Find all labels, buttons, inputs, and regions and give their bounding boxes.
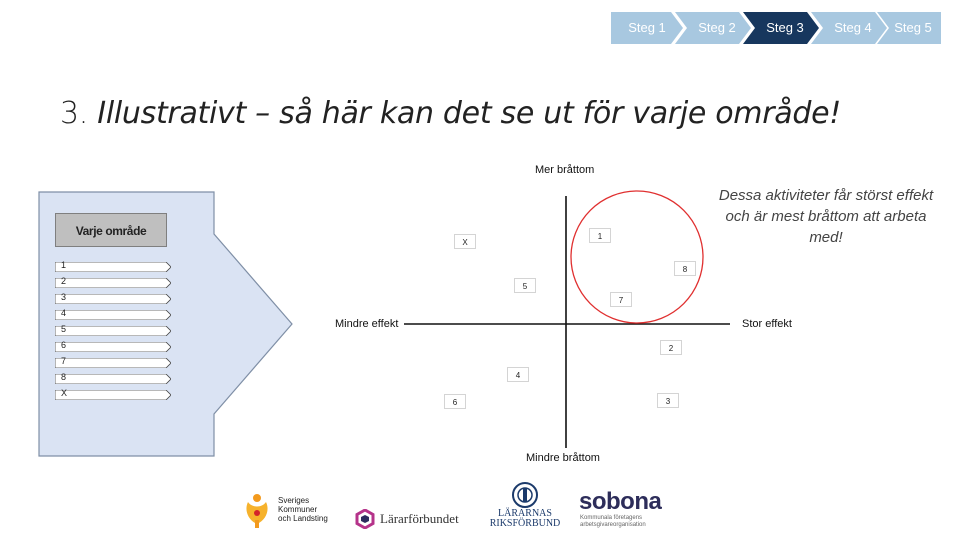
step-2-label: Steg 2: [698, 20, 736, 35]
step-5[interactable]: [877, 12, 941, 44]
lararforbundet-text: Lärarförbundet: [380, 511, 459, 526]
sobona-name: sobona: [579, 488, 662, 515]
axis-label-left: Mindre effekt: [335, 318, 399, 330]
step-3[interactable]: [743, 12, 819, 44]
skl-logo: [242, 490, 342, 530]
area-row-label: 5: [61, 324, 67, 334]
area-row-label: 3: [61, 292, 67, 302]
lararforbundet-icon: [355, 509, 375, 529]
skl-logo-line: Sveriges: [278, 496, 310, 505]
axis-label-right: Stor effekt: [742, 318, 792, 330]
skl-logo-line: Kommuner: [278, 505, 318, 514]
title-text: Illustrativt – så här kan det se ut för varje område!: [97, 96, 841, 131]
step-1[interactable]: [611, 12, 683, 44]
highlight-circle: [571, 191, 703, 323]
step-3-label: Steg 3: [766, 20, 804, 35]
sobona-logo: [579, 488, 679, 532]
step-1-label: Steg 1: [628, 20, 666, 35]
lararnas-riksforbund-logo: [488, 482, 562, 532]
step-navigation: [611, 12, 941, 44]
area-title-box: Varje område: [55, 213, 167, 247]
matrix-marker: 6: [444, 394, 466, 409]
lararnas-line: LÄRARNAS: [498, 508, 552, 519]
matrix-marker: 2: [660, 340, 682, 355]
lararnas-line: RIKSFÖRBUND: [489, 518, 561, 529]
matrix-marker: X: [454, 234, 476, 249]
step-5-label: Steg 5: [894, 20, 932, 35]
area-row-label: 7: [61, 356, 67, 366]
axis-label-bottom: Mindre bråttom: [526, 452, 600, 464]
area-row-label: 2: [61, 276, 67, 286]
matrix-marker: 4: [507, 367, 529, 382]
skl-logo-icon: [242, 490, 272, 530]
matrix-marker: 1: [589, 228, 611, 243]
axis-label-top: Mer bråttom: [535, 164, 595, 176]
lararnas-emblem-icon: [511, 482, 539, 508]
skl-logo-line: och Landsting: [278, 514, 328, 523]
matrix-marker: 5: [514, 278, 536, 293]
sobona-tagline: arbetsgivareorganisation: [580, 522, 646, 528]
area-row-label: 4: [61, 308, 67, 318]
area-row-label: X: [61, 388, 68, 398]
matrix-marker: 7: [610, 292, 632, 307]
step-4[interactable]: [811, 12, 887, 44]
highlight-note: Dessa aktiviteter får störst effekt och är mest bråttom att arbeta med!: [718, 187, 934, 246]
title-number: 3.: [60, 96, 89, 131]
step-2[interactable]: [675, 12, 751, 44]
matrix-marker: 3: [657, 393, 679, 408]
area-row-label: 6: [61, 340, 67, 350]
lararforbundet-logo: [355, 508, 475, 530]
area-row-label: 8: [61, 372, 67, 382]
matrix-marker: 8: [674, 261, 696, 276]
sobona-tagline: Kommunala företagens: [580, 515, 643, 521]
area-row-label: 1: [61, 260, 67, 270]
step-4-label: Steg 4: [834, 20, 872, 35]
